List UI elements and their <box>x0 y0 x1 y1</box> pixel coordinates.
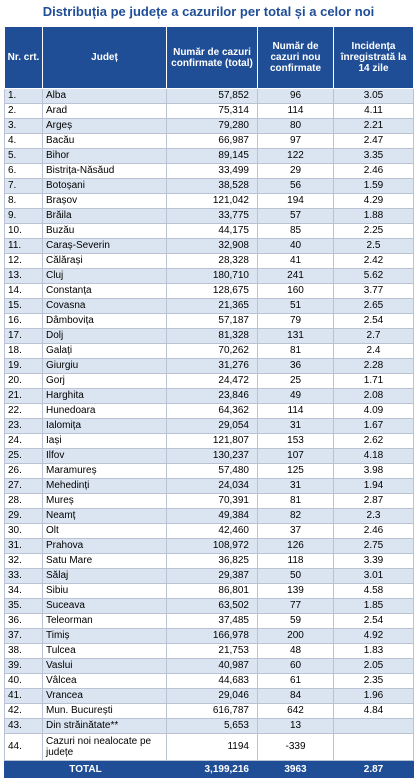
row-new-cases: 114 <box>258 104 334 119</box>
table-row <box>5 284 414 299</box>
row-county: Brăila <box>43 209 167 224</box>
row-total-cases: 70,262 <box>167 344 258 359</box>
cases-table <box>4 26 414 778</box>
total-incidence: 2.87 <box>334 761 414 778</box>
row-number: 13. <box>5 269 43 284</box>
page-title: Distribuția pe județe a cazurilor per total și a celor noi <box>42 4 375 19</box>
table-row <box>5 194 414 209</box>
header-total: Număr de cazuri confirmate (total) <box>167 27 258 89</box>
row-number: 38. <box>5 644 43 659</box>
row-total-cases: 44,683 <box>167 674 258 689</box>
row-incidence: 3.05 <box>334 89 414 104</box>
row-total-cases: 121,807 <box>167 434 258 449</box>
row-number: 14. <box>5 284 43 299</box>
table-row <box>5 569 414 584</box>
row-new-cases: 79 <box>258 314 334 329</box>
table-row <box>5 179 414 194</box>
row-number: 28. <box>5 494 43 509</box>
row-total-cases: 29,387 <box>167 569 258 584</box>
header-noi: Număr de cazuri nou confirmate <box>258 27 334 89</box>
table-header <box>5 27 414 89</box>
row-incidence: 1.67 <box>334 419 414 434</box>
row-county: Vâlcea <box>43 674 167 689</box>
row-total-cases: 89,145 <box>167 149 258 164</box>
table-row <box>5 89 414 104</box>
row-total-cases: 57,480 <box>167 464 258 479</box>
row-total-cases: 1194 <box>167 734 258 761</box>
row-county: Prahova <box>43 539 167 554</box>
table-row <box>5 644 414 659</box>
row-total-cases: 23,846 <box>167 389 258 404</box>
row-new-cases: 41 <box>258 254 334 269</box>
row-county: Ilfov <box>43 449 167 464</box>
row-incidence: 5.62 <box>334 269 414 284</box>
row-incidence: 2.08 <box>334 389 414 404</box>
row-number: 10. <box>5 224 43 239</box>
table-row <box>5 584 414 599</box>
row-number: 12. <box>5 254 43 269</box>
row-county: Sibiu <box>43 584 167 599</box>
row-new-cases: 31 <box>258 419 334 434</box>
table-row <box>5 239 414 254</box>
row-number: 3. <box>5 119 43 134</box>
row-total-cases: 57,187 <box>167 314 258 329</box>
row-new-cases: 107 <box>258 449 334 464</box>
row-county: Olt <box>43 524 167 539</box>
row-incidence: 2.5 <box>334 239 414 254</box>
row-county: Cluj <box>43 269 167 284</box>
row-county: Bihor <box>43 149 167 164</box>
row-incidence: 1.94 <box>334 479 414 494</box>
table-row <box>5 269 414 284</box>
table-row <box>5 659 414 674</box>
row-new-cases: 97 <box>258 134 334 149</box>
row-incidence <box>334 734 414 761</box>
row-county: Teleorman <box>43 614 167 629</box>
table-row <box>5 434 414 449</box>
row-county: Bacău <box>43 134 167 149</box>
row-new-cases: 56 <box>258 179 334 194</box>
row-county: Arad <box>43 104 167 119</box>
table-row <box>5 329 414 344</box>
row-new-cases: 118 <box>258 554 334 569</box>
row-number: 29. <box>5 509 43 524</box>
row-total-cases: 128,675 <box>167 284 258 299</box>
row-county: Ialomița <box>43 419 167 434</box>
row-new-cases: 36 <box>258 359 334 374</box>
row-incidence: 2.75 <box>334 539 414 554</box>
row-total-cases: 29,054 <box>167 419 258 434</box>
table-row <box>5 674 414 689</box>
row-new-cases: 40 <box>258 239 334 254</box>
row-number: 33. <box>5 569 43 584</box>
row-total-cases: 32,908 <box>167 239 258 254</box>
row-county: Covasna <box>43 299 167 314</box>
row-county: Buzău <box>43 224 167 239</box>
row-county: Caraș-Severin <box>43 239 167 254</box>
table-row <box>5 209 414 224</box>
table-row <box>5 314 414 329</box>
row-number: 24. <box>5 434 43 449</box>
row-total-cases: 31,276 <box>167 359 258 374</box>
row-incidence: 4.11 <box>334 104 414 119</box>
row-incidence: 4.92 <box>334 629 414 644</box>
row-incidence: 1.83 <box>334 644 414 659</box>
table-row <box>5 479 414 494</box>
table-row <box>5 359 414 374</box>
row-new-cases: 81 <box>258 344 334 359</box>
row-incidence: 4.09 <box>334 404 414 419</box>
table-row <box>5 389 414 404</box>
row-total-cases: 24,472 <box>167 374 258 389</box>
row-county: Vaslui <box>43 659 167 674</box>
row-county: Constanța <box>43 284 167 299</box>
row-new-cases: 85 <box>258 224 334 239</box>
row-county: Neamț <box>43 509 167 524</box>
row-total-cases: 42,460 <box>167 524 258 539</box>
row-number: 43. <box>5 719 43 734</box>
row-new-cases: 194 <box>258 194 334 209</box>
row-number: 35. <box>5 599 43 614</box>
table-row <box>5 509 414 524</box>
row-total-cases: 63,502 <box>167 599 258 614</box>
row-incidence: 2.7 <box>334 329 414 344</box>
row-incidence: 4.29 <box>334 194 414 209</box>
table-row <box>5 464 414 479</box>
row-new-cases: 160 <box>258 284 334 299</box>
row-total-cases: 75,314 <box>167 104 258 119</box>
row-county: Mureș <box>43 494 167 509</box>
row-total-cases: 166,978 <box>167 629 258 644</box>
row-county: Iași <box>43 434 167 449</box>
row-new-cases: 51 <box>258 299 334 314</box>
row-total-cases: 44,175 <box>167 224 258 239</box>
row-county: Mun. București <box>43 704 167 719</box>
row-number: 22. <box>5 404 43 419</box>
row-new-cases: 25 <box>258 374 334 389</box>
row-county: Suceava <box>43 599 167 614</box>
table-footer <box>5 761 414 778</box>
row-number: 11. <box>5 239 43 254</box>
row-incidence: 2.42 <box>334 254 414 269</box>
row-total-cases: 57,852 <box>167 89 258 104</box>
table-row <box>5 449 414 464</box>
header-nr: Nr. crt. <box>5 27 43 89</box>
row-county: Hunedoara <box>43 404 167 419</box>
row-total-cases: 28,328 <box>167 254 258 269</box>
row-incidence: 3.77 <box>334 284 414 299</box>
row-county: Tulcea <box>43 644 167 659</box>
row-number: 4. <box>5 134 43 149</box>
table-row <box>5 539 414 554</box>
row-total-cases: 86,801 <box>167 584 258 599</box>
row-new-cases: 59 <box>258 614 334 629</box>
row-new-cases: 153 <box>258 434 334 449</box>
row-number: 5. <box>5 149 43 164</box>
row-county: Din străinătate** <box>43 719 167 734</box>
row-incidence: 1.88 <box>334 209 414 224</box>
row-county: Maramureș <box>43 464 167 479</box>
row-new-cases: 200 <box>258 629 334 644</box>
row-total-cases: 37,485 <box>167 614 258 629</box>
row-total-cases: 70,391 <box>167 494 258 509</box>
row-incidence: 2.35 <box>334 674 414 689</box>
row-new-cases: 29 <box>258 164 334 179</box>
row-number: 18. <box>5 344 43 359</box>
row-number: 34. <box>5 584 43 599</box>
table-row <box>5 719 414 734</box>
row-total-cases: 21,753 <box>167 644 258 659</box>
header-incidenta: Incidența înregistrată la 14 zile <box>334 27 414 89</box>
row-incidence: 2.25 <box>334 224 414 239</box>
row-county: Călărași <box>43 254 167 269</box>
row-total-cases: 36,825 <box>167 554 258 569</box>
row-incidence: 2.05 <box>334 659 414 674</box>
row-total-cases: 79,280 <box>167 119 258 134</box>
row-total-cases: 66,987 <box>167 134 258 149</box>
row-county: Bistrița-Năsăud <box>43 164 167 179</box>
header-judet: Județ <box>43 27 167 89</box>
row-county: Harghita <box>43 389 167 404</box>
table-row <box>5 494 414 509</box>
row-new-cases: 241 <box>258 269 334 284</box>
row-total-cases: 40,987 <box>167 659 258 674</box>
row-number: 6. <box>5 164 43 179</box>
table-row <box>5 149 414 164</box>
table-row <box>5 554 414 569</box>
row-county: Satu Mare <box>43 554 167 569</box>
row-incidence: 2.54 <box>334 614 414 629</box>
row-incidence: 4.84 <box>334 704 414 719</box>
row-number: 8. <box>5 194 43 209</box>
row-new-cases: 77 <box>258 599 334 614</box>
row-number: 17. <box>5 329 43 344</box>
row-incidence: 3.35 <box>334 149 414 164</box>
table-row <box>5 254 414 269</box>
row-total-cases: 21,365 <box>167 299 258 314</box>
row-new-cases: 48 <box>258 644 334 659</box>
row-new-cases: 96 <box>258 89 334 104</box>
row-incidence: 1.96 <box>334 689 414 704</box>
row-new-cases: -339 <box>258 734 334 761</box>
table-row <box>5 374 414 389</box>
row-new-cases: 139 <box>258 584 334 599</box>
row-incidence: 2.3 <box>334 509 414 524</box>
row-incidence: 4.58 <box>334 584 414 599</box>
row-county: Vrancea <box>43 689 167 704</box>
row-total-cases: 33,499 <box>167 164 258 179</box>
row-new-cases: 122 <box>258 149 334 164</box>
row-new-cases: 125 <box>258 464 334 479</box>
table-row <box>5 599 414 614</box>
row-new-cases: 642 <box>258 704 334 719</box>
table-row <box>5 134 414 149</box>
row-incidence: 2.54 <box>334 314 414 329</box>
row-total-cases: 33,775 <box>167 209 258 224</box>
row-total-cases: 180,710 <box>167 269 258 284</box>
row-total-cases: 5,653 <box>167 719 258 734</box>
row-incidence: 2.65 <box>334 299 414 314</box>
row-new-cases: 49 <box>258 389 334 404</box>
row-number: 44. <box>5 734 43 761</box>
row-number: 42. <box>5 704 43 719</box>
row-incidence: 3.39 <box>334 554 414 569</box>
row-number: 23. <box>5 419 43 434</box>
row-number: 20. <box>5 374 43 389</box>
row-number: 31. <box>5 539 43 554</box>
table-row <box>5 119 414 134</box>
row-incidence: 3.98 <box>334 464 414 479</box>
row-total-cases: 64,362 <box>167 404 258 419</box>
row-county: Alba <box>43 89 167 104</box>
table-row <box>5 524 414 539</box>
row-new-cases: 61 <box>258 674 334 689</box>
row-incidence <box>334 719 414 734</box>
row-county: Dolj <box>43 329 167 344</box>
row-total-cases: 616,787 <box>167 704 258 719</box>
row-new-cases: 84 <box>258 689 334 704</box>
row-number: 30. <box>5 524 43 539</box>
row-county: Galați <box>43 344 167 359</box>
row-number: 19. <box>5 359 43 374</box>
table-row <box>5 689 414 704</box>
total-cases: 3,199,216 <box>167 761 258 778</box>
row-incidence: 4.18 <box>334 449 414 464</box>
row-incidence: 1.71 <box>334 374 414 389</box>
row-number: 9. <box>5 209 43 224</box>
table-row <box>5 419 414 434</box>
row-new-cases: 131 <box>258 329 334 344</box>
row-new-cases: 114 <box>258 404 334 419</box>
row-total-cases: 24,034 <box>167 479 258 494</box>
row-total-cases: 108,972 <box>167 539 258 554</box>
row-total-cases: 130,237 <box>167 449 258 464</box>
table-row <box>5 629 414 644</box>
row-total-cases: 121,042 <box>167 194 258 209</box>
row-number: 26. <box>5 464 43 479</box>
row-county: Sălaj <box>43 569 167 584</box>
row-new-cases: 31 <box>258 479 334 494</box>
row-number: 41. <box>5 689 43 704</box>
table-row <box>5 734 414 761</box>
table-row <box>5 404 414 419</box>
row-number: 40. <box>5 674 43 689</box>
row-county: Timiș <box>43 629 167 644</box>
row-number: 27. <box>5 479 43 494</box>
row-incidence: 2.4 <box>334 344 414 359</box>
row-number: 1. <box>5 89 43 104</box>
row-new-cases: 13 <box>258 719 334 734</box>
row-county: Argeș <box>43 119 167 134</box>
row-new-cases: 60 <box>258 659 334 674</box>
row-incidence: 2.28 <box>334 359 414 374</box>
row-new-cases: 37 <box>258 524 334 539</box>
table-body <box>5 89 414 761</box>
row-incidence: 2.62 <box>334 434 414 449</box>
table-row <box>5 704 414 719</box>
table-row <box>5 614 414 629</box>
row-county: Gorj <box>43 374 167 389</box>
row-number: 16. <box>5 314 43 329</box>
row-county: Cazuri noi nealocate pe județe <box>43 734 167 761</box>
row-incidence: 1.85 <box>334 599 414 614</box>
row-county: Botoșani <box>43 179 167 194</box>
row-number: 7. <box>5 179 43 194</box>
row-incidence: 2.46 <box>334 524 414 539</box>
row-number: 32. <box>5 554 43 569</box>
row-number: 37. <box>5 629 43 644</box>
row-number: 25. <box>5 449 43 464</box>
row-incidence: 2.46 <box>334 164 414 179</box>
table-row <box>5 164 414 179</box>
row-number: 21. <box>5 389 43 404</box>
row-number: 36. <box>5 614 43 629</box>
table-row <box>5 344 414 359</box>
row-new-cases: 50 <box>258 569 334 584</box>
row-number: 39. <box>5 659 43 674</box>
row-incidence: 1.59 <box>334 179 414 194</box>
row-county: Brașov <box>43 194 167 209</box>
row-number: 2. <box>5 104 43 119</box>
row-new-cases: 126 <box>258 539 334 554</box>
table-row <box>5 299 414 314</box>
row-total-cases: 81,328 <box>167 329 258 344</box>
row-number: 15. <box>5 299 43 314</box>
row-incidence: 2.87 <box>334 494 414 509</box>
row-incidence: 2.47 <box>334 134 414 149</box>
row-county: Dâmbovița <box>43 314 167 329</box>
row-total-cases: 29,046 <box>167 689 258 704</box>
row-county: Mehedinți <box>43 479 167 494</box>
row-new-cases: 81 <box>258 494 334 509</box>
table-row <box>5 224 414 239</box>
total-label: TOTAL <box>5 761 167 778</box>
row-total-cases: 38,528 <box>167 179 258 194</box>
row-new-cases: 57 <box>258 209 334 224</box>
row-total-cases: 49,384 <box>167 509 258 524</box>
row-incidence: 3.01 <box>334 569 414 584</box>
row-incidence: 2.21 <box>334 119 414 134</box>
total-new-cases: 3963 <box>258 761 334 778</box>
row-county: Giurgiu <box>43 359 167 374</box>
row-new-cases: 80 <box>258 119 334 134</box>
row-new-cases: 82 <box>258 509 334 524</box>
table-row <box>5 104 414 119</box>
